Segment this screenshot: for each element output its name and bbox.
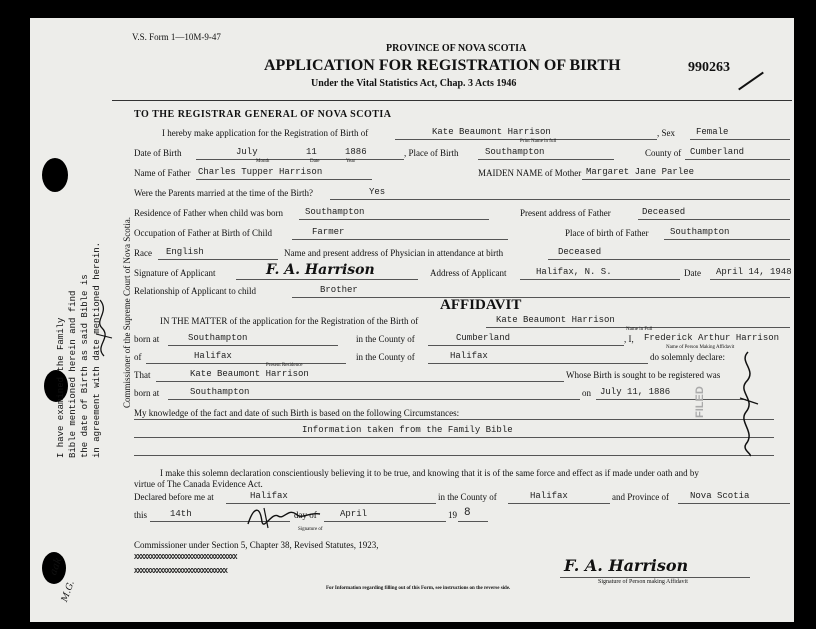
deponent-signature: F. A. Harrison bbox=[564, 556, 689, 575]
of-label: of bbox=[134, 352, 142, 362]
signature-of-caption: Signature of bbox=[298, 527, 323, 532]
margin-initials: aak bbox=[48, 556, 65, 577]
occupation-label: Occupation of Father at Birth of Child bbox=[134, 228, 272, 238]
birth-registration-form bbox=[30, 18, 794, 622]
caption-year: Year bbox=[346, 159, 356, 164]
solemn-line-2: virtue of The Canada Evidence Act. bbox=[134, 479, 263, 489]
caption-date: Date bbox=[310, 159, 320, 164]
declared-province: Nova Scotia bbox=[690, 491, 750, 501]
name-caption: Print Name in full bbox=[520, 139, 557, 144]
form-id: V.S. Form 1—10M-9-47 bbox=[132, 32, 221, 42]
signature-label: Signature of Applicant bbox=[134, 268, 216, 278]
margin-signature bbox=[92, 298, 116, 358]
married-label: Were the Parents married at the time of the Birth? bbox=[134, 188, 313, 198]
mother-label: MAIDEN NAME of Mother bbox=[478, 168, 582, 178]
date-label: Date bbox=[684, 268, 701, 278]
on-label: on bbox=[582, 388, 591, 398]
margin-note-2: Bible mentioned herein and find bbox=[68, 290, 78, 458]
declared-label: Declared before me at bbox=[134, 492, 214, 502]
father-residence: Southampton bbox=[305, 207, 365, 217]
year-prefix: 19 bbox=[448, 510, 457, 520]
married-value: Yes bbox=[369, 187, 386, 197]
declare-label: do solemnly declare: bbox=[650, 352, 725, 362]
mother-name: Margaret Jane Parlee bbox=[586, 167, 695, 177]
form-title: APPLICATION FOR REGISTRATION OF BIRTH bbox=[264, 57, 621, 74]
affidavit-born-at: Southampton bbox=[188, 333, 248, 343]
matter-label: IN THE MATTER of the application for the Registration of the Birth of bbox=[160, 316, 419, 326]
pob-label: , Place of Birth bbox=[404, 148, 459, 158]
province-heading: PROVINCE OF NOVA SCOTIA bbox=[386, 43, 527, 54]
affidavit-county: Cumberland bbox=[456, 333, 511, 343]
child-name: Kate Beaumont Harrison bbox=[432, 127, 551, 137]
born-at-label: born at bbox=[134, 334, 160, 344]
right-margin-signature bbox=[734, 348, 764, 458]
relationship-value: Brother bbox=[320, 285, 358, 295]
application-date: April 14, 1948 bbox=[716, 267, 792, 277]
circumstance-text: Information taken from the Family Bible bbox=[302, 425, 513, 435]
struck-out-line-2: XXXXXXXXXXXXXXXXXXXXXXXXXXXXX bbox=[134, 568, 227, 576]
applicant-signature: F. A. Harrison bbox=[266, 262, 375, 278]
dob-month: July bbox=[236, 147, 258, 157]
county-label: County of bbox=[645, 148, 682, 158]
deponent-caption: Name of Person Making Affidavit bbox=[666, 345, 735, 350]
that-name: Kate Beaumont Harrison bbox=[190, 369, 309, 379]
punch-hole-top bbox=[42, 158, 68, 192]
whose-birth-label: Whose Birth is sought to be registered was bbox=[566, 370, 721, 380]
dob-day: 11 bbox=[306, 147, 317, 157]
deponent-sig-caption: Signature of Person making Affidavit bbox=[598, 579, 688, 585]
margin-initials-2: M.G. bbox=[60, 579, 77, 604]
applicant-address: Halifax, N. S. bbox=[536, 267, 612, 277]
declared-day: 14th bbox=[170, 509, 192, 519]
county-value: Cumberland bbox=[690, 147, 745, 157]
sex-value: Female bbox=[696, 127, 729, 137]
struck-out-line-1: XXXXXXXXXXXXXXXXXXXXXXXXXXXXXXXX bbox=[134, 554, 237, 562]
affidavit-name-caption: Name in Full bbox=[626, 327, 653, 332]
this-label: this bbox=[134, 510, 148, 520]
residence-caption: Present Residence bbox=[266, 363, 303, 368]
affidavit-county-label: in the County of bbox=[356, 334, 415, 344]
registration-number: 990263 bbox=[688, 60, 730, 75]
declared-year: 8 bbox=[464, 507, 471, 519]
father-address: Deceased bbox=[642, 207, 686, 217]
deponent-name: Frederick Arthur Harrison bbox=[644, 333, 780, 343]
solemn-line-1: I make this solemn declaration conscientiously believing it to be true, and knowing that it is of the same force and effect as if made under oath and by bbox=[160, 468, 699, 478]
dob-year: 1886 bbox=[345, 147, 367, 157]
margin-note-3: the date of Birth as said Bible is bbox=[80, 274, 90, 458]
sex-label: , Sex bbox=[657, 128, 675, 138]
race-label: Race bbox=[134, 248, 152, 258]
affidavit-born-at2: Southampton bbox=[190, 387, 250, 397]
declared-at: Halifax bbox=[250, 491, 288, 501]
margin-note-1: I have examined the Family bbox=[56, 317, 66, 458]
that-label: That bbox=[134, 370, 151, 380]
province-label: and Province of bbox=[612, 492, 669, 502]
filed-stamp: FILED bbox=[694, 386, 706, 418]
relationship-label: Relationship of Applicant to child bbox=[134, 286, 256, 296]
knowledge-label: My knowledge of the fact and date of such Birth is based on the following Circumstances: bbox=[134, 408, 460, 418]
father-birthplace: Southampton bbox=[670, 227, 730, 237]
declared-month: April bbox=[340, 509, 368, 519]
form-subtitle: Under the Vital Statistics Act, Chap. 3 Acts 1946 bbox=[311, 78, 517, 89]
intro-label: I hereby make application for the Registration of Birth of bbox=[162, 128, 369, 138]
physician-label: Name and present address of Physician in attendance at birth bbox=[284, 248, 504, 258]
i-label: , I, bbox=[624, 334, 634, 344]
commissioner-label: Commissioner under Section 5, Chapter 38, Revised Statutes, 1923, bbox=[134, 540, 379, 550]
father-birthplace-label: Place of birth of Father bbox=[565, 228, 649, 238]
footer-note: For Information regarding filling out of this Form, see instructions on the reverse side. bbox=[326, 586, 511, 591]
margin-note-4: in agreement with date mentioned herein. bbox=[92, 241, 102, 458]
residence-label: Residence of Father when child was born bbox=[134, 208, 283, 218]
race-value: English bbox=[166, 247, 204, 257]
affidavit-child-name: Kate Beaumont Harrison bbox=[496, 315, 615, 325]
declared-county: Halifax bbox=[530, 491, 568, 501]
day-of-label: day of bbox=[294, 510, 317, 520]
address-father-label: Present address of Father bbox=[520, 208, 611, 218]
of-county-label: in the County of bbox=[356, 352, 415, 362]
declared-county-label: in the County of bbox=[438, 492, 497, 502]
address-applicant-label: Address of Applicant bbox=[430, 268, 507, 278]
check-mark bbox=[738, 72, 764, 91]
affidavit-on-date: July 11, 1886 bbox=[600, 387, 671, 397]
father-occupation: Farmer bbox=[312, 227, 345, 237]
dob-label: Date of Birth bbox=[134, 148, 182, 158]
margin-commissioner: Commissioner of the Supreme Court of Nova Scotia. bbox=[122, 217, 132, 408]
deponent-place: Halifax bbox=[194, 351, 232, 361]
father-label: Name of Father bbox=[134, 168, 191, 178]
caption-month: Month bbox=[256, 159, 270, 164]
born-at2-label: born at bbox=[134, 388, 160, 398]
registrar-address: TO THE REGISTRAR GENERAL OF NOVA SCOTIA bbox=[134, 109, 392, 120]
deponent-county: Halifax bbox=[450, 351, 488, 361]
affidavit-title: AFFIDAVIT bbox=[440, 297, 522, 313]
physician-value: Deceased bbox=[558, 247, 602, 257]
father-name: Charles Tupper Harrison bbox=[198, 167, 323, 177]
place-of-birth: Southampton bbox=[485, 147, 545, 157]
